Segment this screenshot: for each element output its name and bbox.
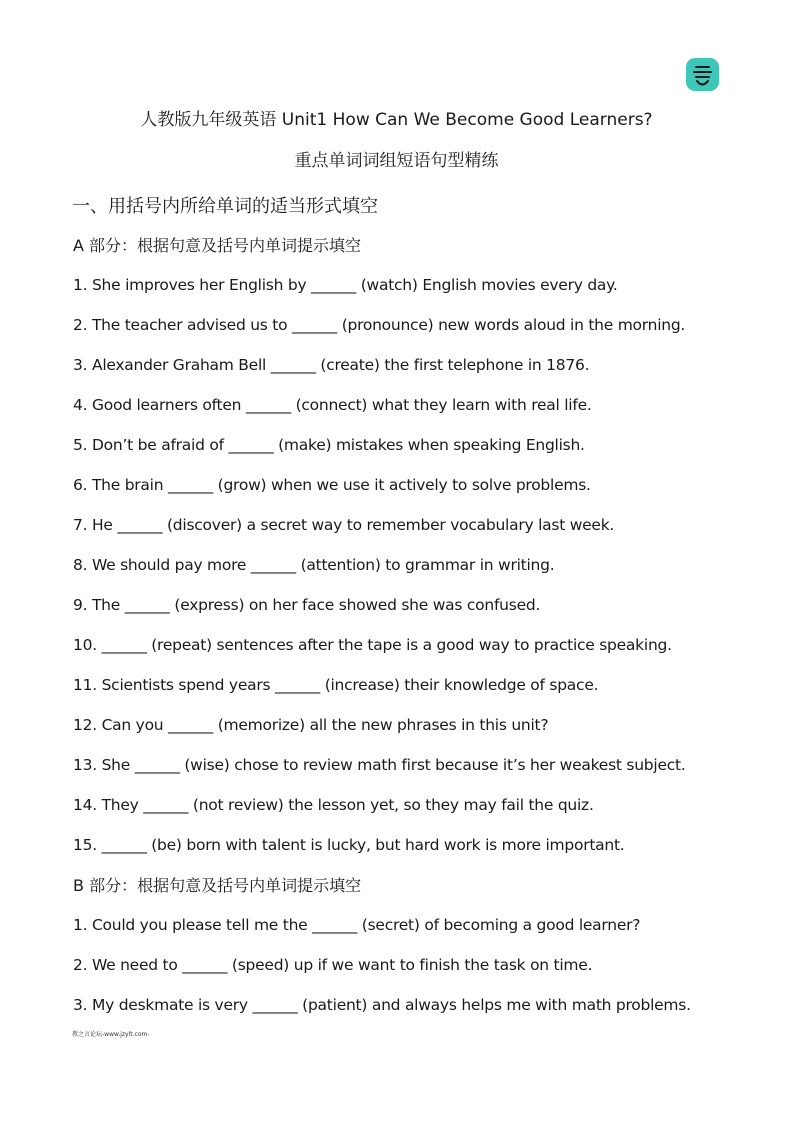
question-item: 1. Could you please tell me the ______ (secret) of becoming a good learner? [73, 916, 641, 934]
question-item: 4. Good learners often ______ (connect) what they learn with real life. [73, 396, 592, 414]
question-item: 13. She ______ (wise) chose to review math first because it’s her weakest subject. [73, 756, 686, 774]
part-b-heading: B 部分：根据句意及括号内单词提示填空 [73, 876, 362, 895]
question-item: 1. She improves her English by ______ (watch) English movies every day. [73, 276, 618, 294]
section-heading: 一、用括号内所给单词的适当形式填空 [72, 196, 378, 217]
question-item: 8. We should pay more ______ (attention) to grammar in writing. [73, 556, 555, 574]
speech-logo-icon [686, 58, 719, 91]
question-item: 3. Alexander Graham Bell ______ (create) the first telephone in 1876. [73, 356, 590, 374]
question-item: 11. Scientists spend years ______ (increase) their knowledge of space. [73, 676, 599, 694]
page-footer: 教之言论坛-www.jzylt.com- [72, 1031, 150, 1038]
question-item: 15. ______ (be) born with talent is lucky, but hard work is more important. [73, 836, 625, 854]
document-title: 人教版九年级英语 Unit1 How Can We Become Good Learners? [140, 110, 653, 130]
document-subtitle: 重点单词词组短语句型精练 [294, 151, 499, 171]
part-a-heading: A 部分：根据句意及括号内单词提示填空 [73, 236, 362, 255]
part-b-question-list [73, 914, 691, 1034]
question-item: 6. The brain ______ (grow) when we use it actively to solve problems. [73, 476, 591, 494]
question-item: 2. We need to ______ (speed) up if we want to finish the task on time. [73, 956, 593, 974]
question-item: 10. ______ (repeat) sentences after the tape is a good way to practice speaking. [73, 636, 672, 654]
part-a-question-list [73, 274, 686, 874]
question-item: 5. Don’t be afraid of ______ (make) mistakes when speaking English. [73, 436, 585, 454]
question-item: 12. Can you ______ (memorize) all the new phrases in this unit? [73, 716, 549, 734]
question-item: 9. The ______ (express) on her face showed she was confused. [73, 596, 541, 614]
question-item: 3. My deskmate is very ______ (patient) and always helps me with math problems. [73, 996, 691, 1014]
question-item: 2. The teacher advised us to ______ (pronounce) new words aloud in the morning. [73, 316, 686, 334]
question-item: 14. They ______ (not review) the lesson yet, so they may fail the quiz. [73, 796, 594, 814]
question-item: 7. He ______ (discover) a secret way to remember vocabulary last week. [73, 516, 615, 534]
